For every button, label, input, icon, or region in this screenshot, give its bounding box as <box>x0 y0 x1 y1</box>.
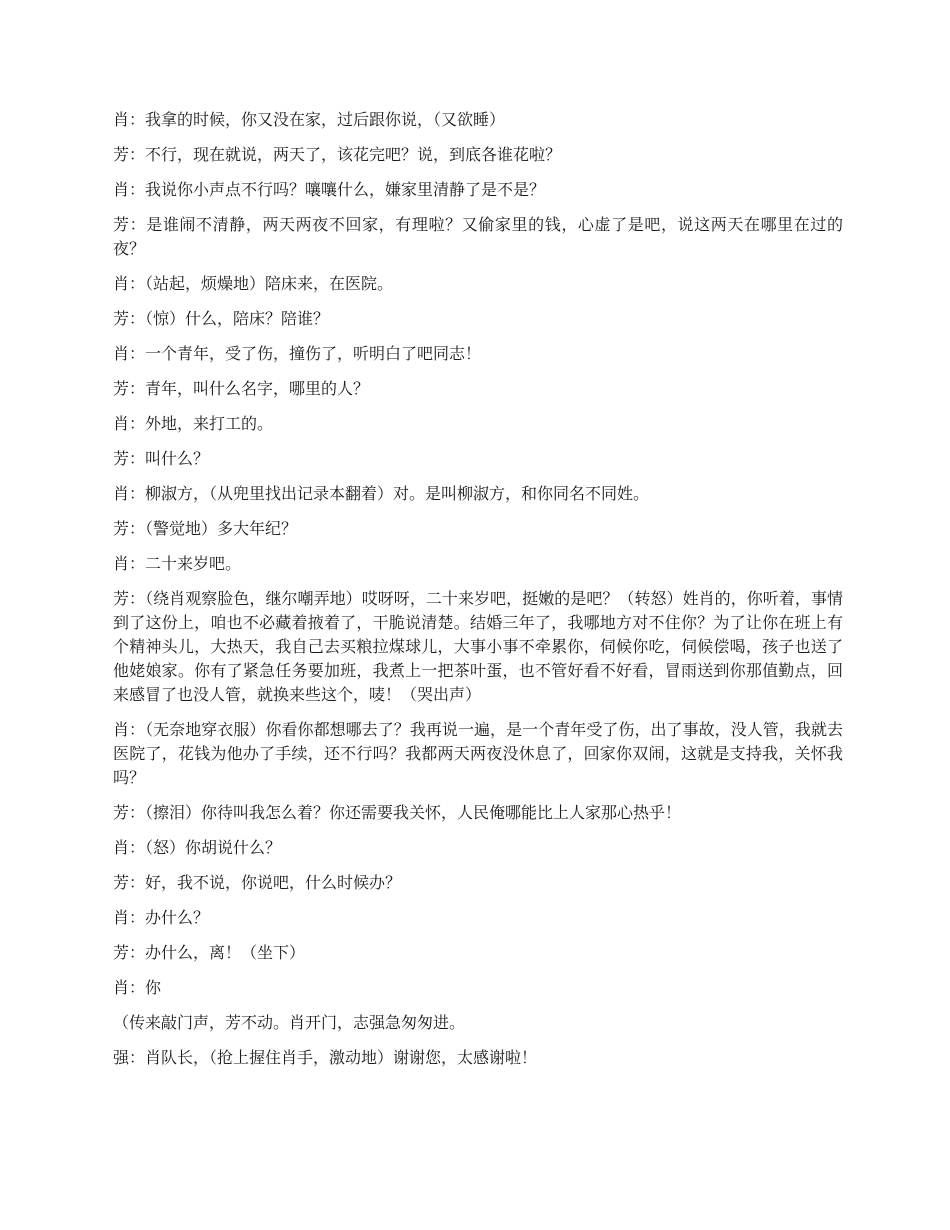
paragraph: 肖：我说你小声点不行吗？嚷嚷什么，嫌家里清静了是不是？ <box>113 180 546 199</box>
paragraph: 肖：你 <box>113 978 162 997</box>
paragraph: 肖：二十来岁吧。 <box>113 554 242 573</box>
paragraph: 芳：办什么，离！（坐下） <box>113 943 306 962</box>
paragraph: 芳：（警觉地）多大年纪？ <box>113 519 298 538</box>
paragraph: 肖：我拿的时候，你又没在家，过后跟你说，（又欲睡） <box>113 110 506 129</box>
paragraph: 肖：一个青年，受了伤，撞伤了，听明白了吧同志！ <box>113 344 482 363</box>
paragraph: 肖：柳淑方，（从兜里找出记录本翻着）对。是叫柳淑方，和你同名不同姓。 <box>113 484 650 503</box>
paragraph: 肖：（站起，烦燥地）陪床来，在医院。 <box>113 274 394 293</box>
paragraph: 肖：（无奈地穿衣服）你看你都想哪去了？我再说一遍，是一个青年受了伤，出了事故，没人管，我就去医院了，花钱为他办了手续，还不行吗？我都两天两夜没休息了，回家你双闹，这就是支持我，关怀我吗？ <box>113 720 843 787</box>
paragraph: 芳：（绕肖观察脸色，继尔嘲弄地）哎呀呀，二十来岁吧，挺嫩的是吧？（转怒）姓肖的，你听着，事情到了这份上，咱也不必藏着掖着了，干脆说清楚。结婚三年了，我哪地方对不住你？为了让你在班上有个精神头儿，大热天，我自己去买粮拉煤球儿，大事小事不牵累你，伺候你吃，伺候偿喝，孩子也送了他姥娘家。你有了紧急任务要加班，我煮上一把茶叶蛋，也不管好看不好看，冒雨送到你那值勤点，回来感冒了也没人管，就换来些这个，唛！（哭出声） <box>113 589 843 704</box>
paragraph: 肖：外地，来打工的。 <box>113 414 274 433</box>
paragraph: 芳：好，我不说，你说吧，什么时候办？ <box>113 873 402 892</box>
paragraph: 芳：不行，现在就说，两天了，该花完吧？说，到底各谁花啦？ <box>113 145 562 164</box>
document-page <box>113 108 843 1081</box>
paragraph: 芳：（擦泪）你待叫我怎么着？你还需要我关怀，人民俺哪能比上人家那心热乎！ <box>113 803 682 822</box>
paragraph: 芳：（惊）什么，陪床？陪谁？ <box>113 309 330 328</box>
paragraph: 强：肖队长，（抢上握住肖手，激动地）谢谢您，太感谢啦！ <box>113 1048 538 1067</box>
paragraph: 芳：青年，叫什么名字，哪里的人？ <box>113 379 370 398</box>
paragraph: （传来敲门声，芳不动。肖开门，志强急匆匆进。 <box>113 1013 466 1032</box>
paragraph: 肖：办什么？ <box>113 908 210 927</box>
paragraph: 肖：（怒）你胡说什么？ <box>113 838 282 857</box>
paragraph: 芳：是谁闹不清静，两天两夜不回家，有理啦？又偷家里的钱，心虚了是吧，说这两天在哪里在过的夜？ <box>113 215 843 258</box>
paragraph: 芳：叫什么？ <box>113 449 210 468</box>
